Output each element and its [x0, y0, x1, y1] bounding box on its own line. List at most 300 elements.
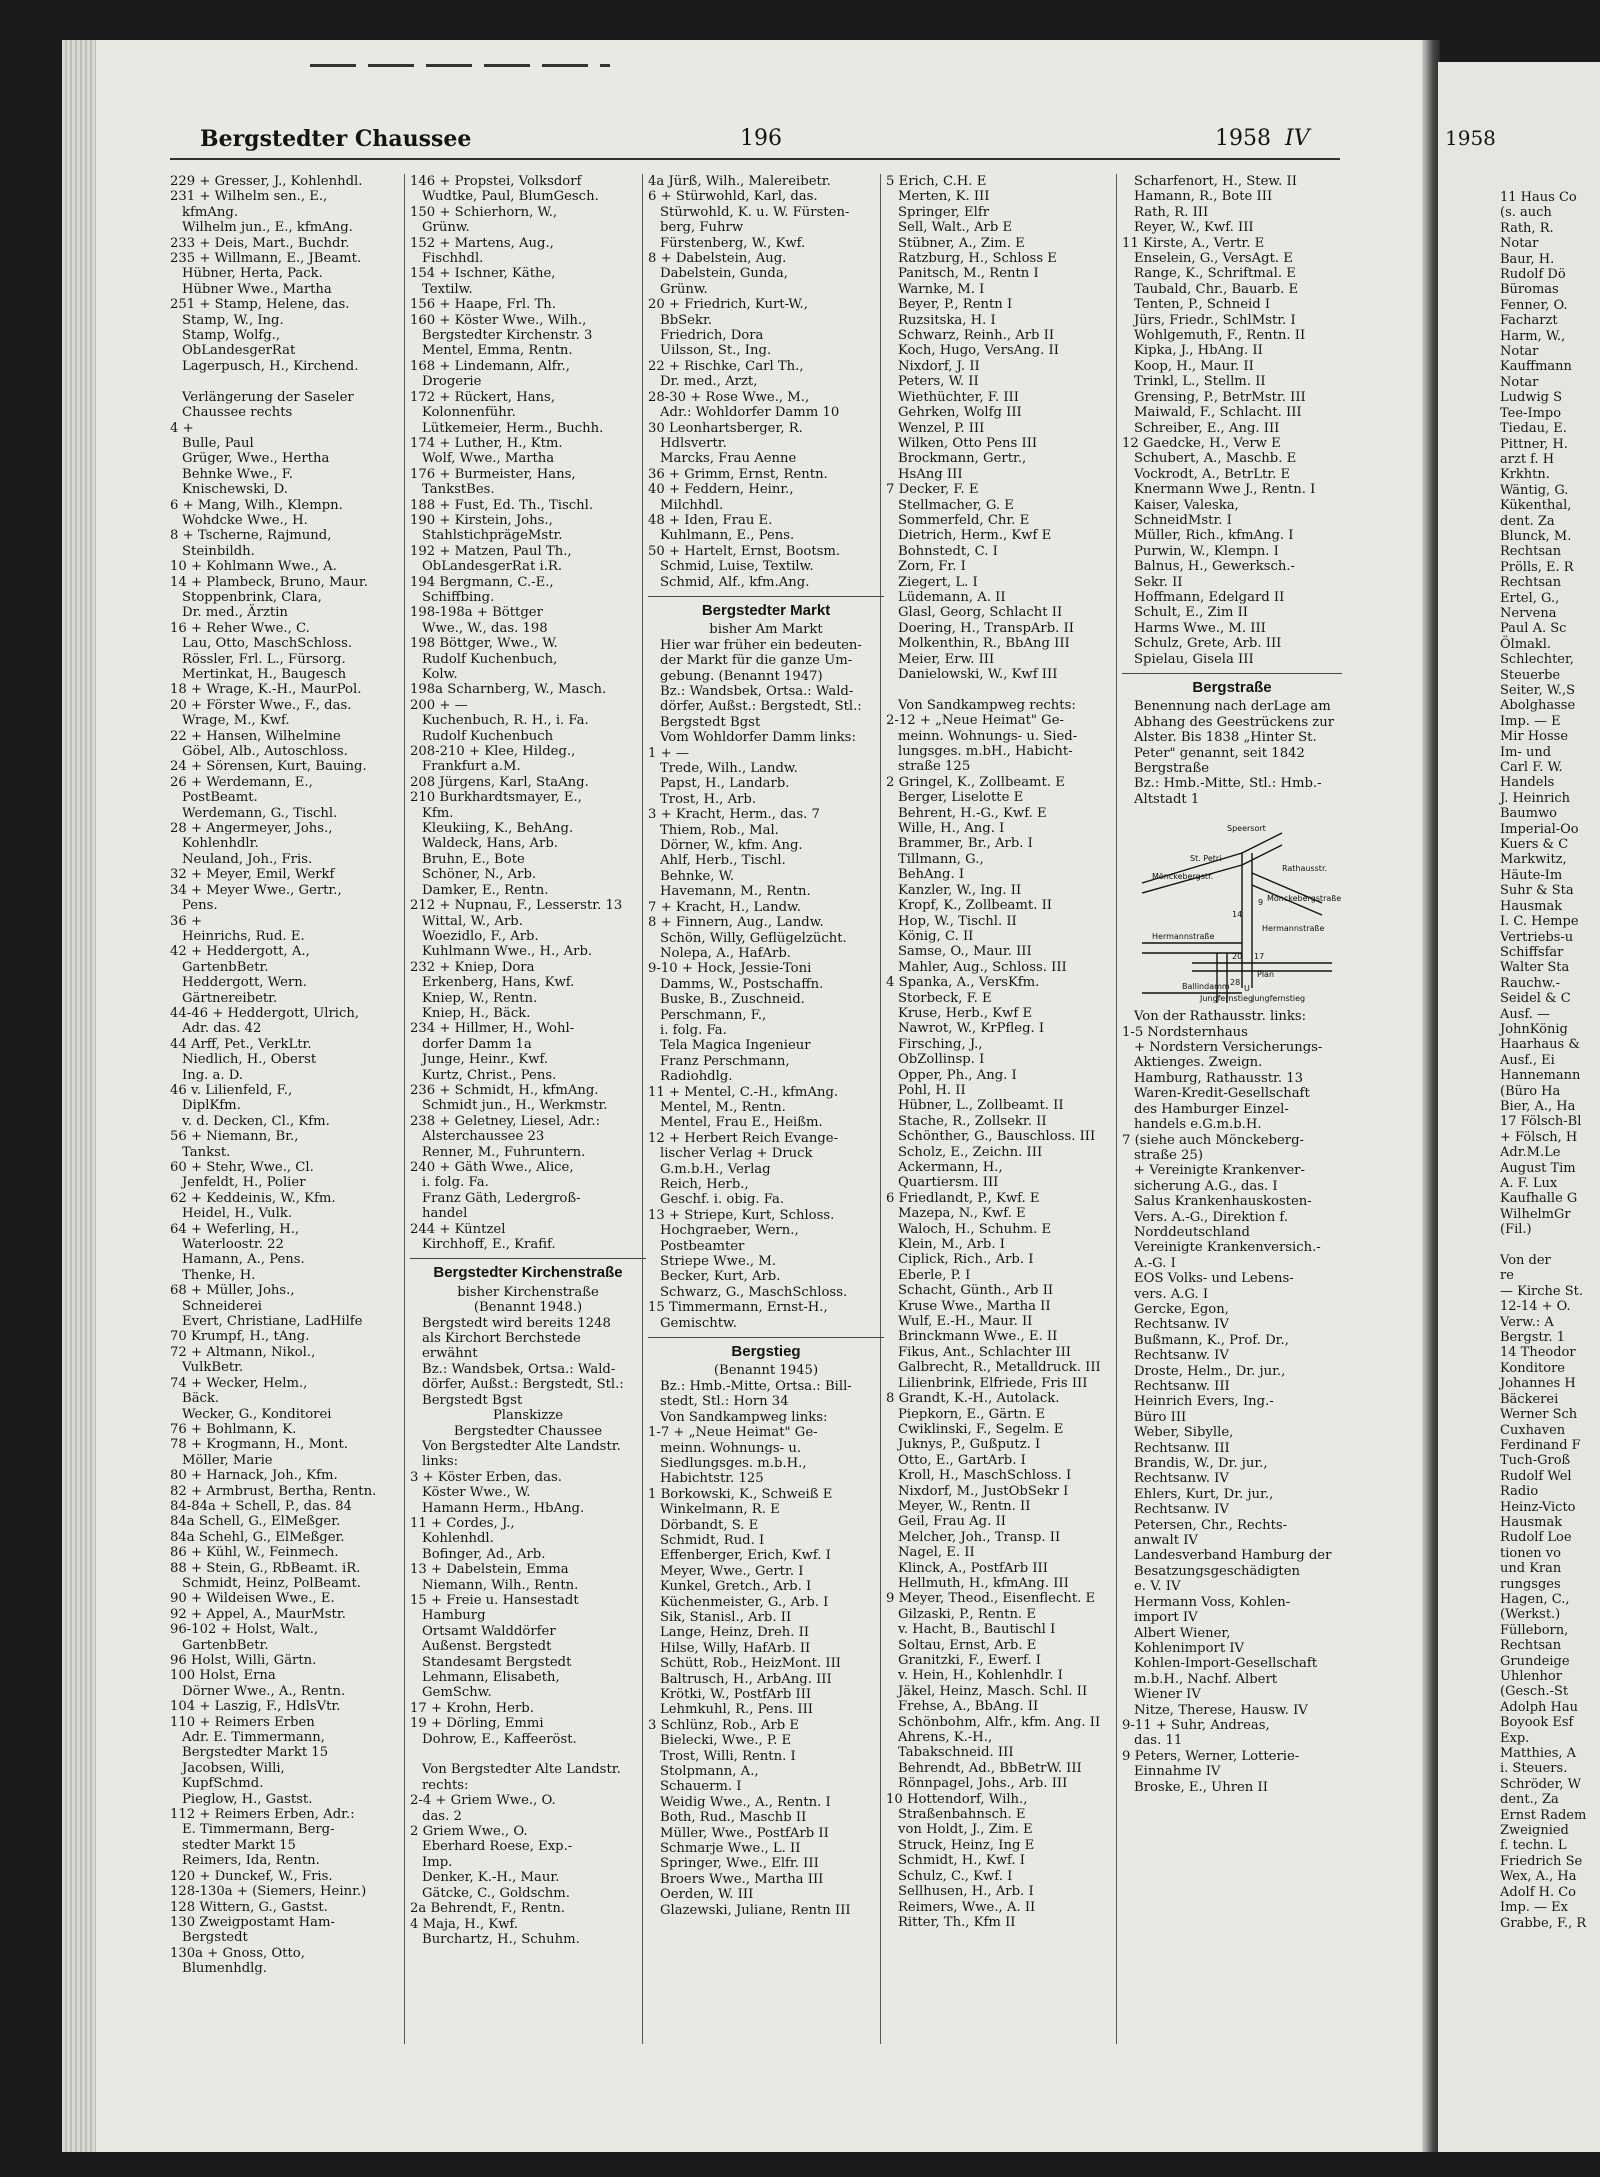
directory-entry: links:	[422, 1454, 459, 1470]
directory-entry: 14 Theodor	[1500, 1345, 1576, 1361]
directory-entry: Nervena	[1500, 605, 1557, 621]
directory-entry: 1-5 Nordsternhaus	[1122, 1024, 1248, 1040]
directory-entry: Bergstedter Kirchenstr. 3	[422, 328, 593, 344]
directory-entry: lungsges. m.bH., Habicht-	[898, 744, 1073, 760]
map-label: 14	[1232, 910, 1243, 920]
directory-entry: Blunck, M.	[1500, 528, 1572, 544]
directory-entry: Bohnstedt, C. I	[898, 543, 998, 559]
directory-entry: Damker, E., Rentn.	[422, 882, 549, 898]
directory-entry: Lüdemann, A. II	[898, 589, 1006, 605]
directory-entry: 160 + Köster Wwe., Wilh.,	[410, 312, 587, 328]
directory-entry: Pieglow, H., Gastst.	[182, 1791, 313, 1807]
directory-entry: Blumenhdlg.	[182, 1961, 267, 1977]
directory-entry: lischer Verlag + Druck	[660, 1146, 813, 1162]
directory-entry: ObLandesgerRat	[182, 343, 296, 359]
directory-entry: Mahler, Aug., Schloss. III	[898, 959, 1067, 975]
directory-entry: anwalt IV	[1134, 1533, 1198, 1549]
directory-entry: Rath, R. III	[1134, 204, 1209, 220]
directory-entry: Beyer, P., Rentn I	[898, 297, 1013, 313]
directory-entry: Schönbohm, Alfr., kfm. Ang. II	[898, 1714, 1101, 1730]
top-rule-marks	[310, 64, 610, 67]
directory-entry: Pens.	[182, 898, 218, 914]
directory-entry: Eberle, P. I	[898, 1267, 971, 1283]
map-street-line	[1242, 833, 1282, 853]
directory-entry: Imperial-Oo	[1500, 821, 1579, 837]
directory-entry: 130 Zweigpostamt Ham-	[170, 1914, 335, 1930]
directory-entry: Bier, A., Ha	[1500, 1098, 1576, 1114]
directory-entry: meinn. Wohnungs- u. Sied-	[898, 728, 1078, 744]
directory-entry: Außenst. Bergstedt	[422, 1639, 552, 1655]
directory-entry: Stache, R., Zollsekr. II	[898, 1113, 1047, 1129]
directory-entry: Wenzel, P. III	[898, 420, 985, 436]
directory-entry: 10 + Kohlmann Wwe., A.	[170, 559, 337, 575]
directory-entry: 210 Burkhardtsmayer, E.,	[410, 790, 582, 806]
directory-entry: 16 + Reher Wwe., C.	[170, 620, 310, 636]
directory-entry: 11 + Mentel, C.-H., kfmAng.	[648, 1084, 839, 1100]
directory-entry: Kirchhoff, E., Krafif.	[422, 1237, 556, 1253]
directory-entry: Aktienges. Zweign.	[1134, 1055, 1263, 1071]
directory-entry: 104 + Laszig, F., HdlsVtr.	[170, 1699, 341, 1715]
directory-entry: 80 + Harnack, Joh., Kfm.	[170, 1468, 338, 1484]
directory-entry: Schmidt, H., Kwf. I	[898, 1853, 1025, 1869]
directory-entry: 172 + Rückert, Hans,	[410, 389, 556, 405]
directory-entry: Franz Gäth, Ledergroß-	[422, 1190, 581, 1206]
directory-entry: 190 + Kirstein, Johs.,	[410, 512, 553, 528]
directory-entry: das. 2	[422, 1808, 462, 1824]
directory-entry: 19 + Dörling, Emmi	[410, 1716, 544, 1732]
directory-entry: stedt, Stl.: Horn 34	[660, 1394, 789, 1410]
directory-entry: Gercke, Egon,	[1134, 1301, 1229, 1317]
directory-entry: i. folg. Fa.	[660, 1022, 727, 1038]
directory-entry: StahlstichprägeMstr.	[422, 528, 563, 544]
directory-entry: Friedrich Se	[1500, 1853, 1583, 1869]
directory-entry: Waloch, H., Schuhm. E	[898, 1221, 1052, 1237]
directory-entry: Becker, Kurt, Arb.	[660, 1269, 781, 1285]
directory-entry: 46 v. Lilienfeld, F.,	[170, 1082, 293, 1098]
directory-entry: Tuch-Groß	[1500, 1453, 1571, 1469]
directory-entry: Carl F. W.	[1500, 760, 1563, 776]
directory-entry: 174 + Luther, H., Ktm.	[410, 435, 563, 451]
directory-entry: Wrage, M., Kwf.	[182, 713, 290, 729]
directory-entry: Nolepa, A., HafArb.	[660, 945, 791, 961]
directory-entry: Imp.	[422, 1854, 453, 1870]
directory-entry: 198-198a + Böttger	[410, 605, 543, 621]
section-note: bisher Am Markt	[709, 622, 823, 638]
directory-entry: Facharzt	[1500, 313, 1558, 329]
directory-entry: 6 Friedlandt, P., Kwf. E	[886, 1190, 1040, 1206]
directory-entry: 20 + Förster Wwe., F., das.	[170, 697, 352, 713]
directory-entry: Kolw.	[422, 667, 458, 682]
directory-entry: Brinckmann Wwe., E. II	[898, 1329, 1058, 1345]
directory-entry: 78 + Krogmann, H., Mont.	[170, 1437, 348, 1453]
directory-entry: G.m.b.H., Verlag	[660, 1161, 771, 1177]
directory-entry: 88 + Stein, G., RbBeamt. iR.	[170, 1560, 361, 1576]
directory-entry: 12-14 + O.	[1500, 1299, 1571, 1315]
directory-entry: Alsterchaussee 23	[422, 1129, 545, 1145]
map-label: Speersort	[1227, 824, 1266, 834]
directory-entry: Schlechter,	[1500, 652, 1574, 668]
map-street-line	[1242, 845, 1282, 865]
directory-entry: Drogerie	[422, 374, 482, 390]
directory-entry: A.-G. I	[1134, 1255, 1176, 1271]
directory-entry: Petersen, Chr., Rechts-	[1134, 1517, 1288, 1533]
directory-entry: Jacobsen, Willi,	[182, 1760, 285, 1776]
directory-entry: 86 + Kühl, W., Feinmech.	[170, 1545, 339, 1561]
directory-entry: Sell, Walt., Arb E	[898, 220, 1013, 236]
directory-entry: Wiener IV	[1134, 1687, 1201, 1703]
directory-entry: Weidig Wwe., A., Rentn. I	[660, 1794, 831, 1810]
directory-entry: 244 + Küntzel	[410, 1221, 506, 1237]
directory-entry: Benennung nach derLage am	[1134, 699, 1331, 715]
directory-entry: Kniep, H., Bäck.	[422, 1005, 531, 1021]
directory-entry: Kropf, K., Zollbeamt. II	[898, 898, 1053, 914]
directory-entry: Hop, W., Tischl. II	[898, 913, 1017, 929]
directory-entry: BehAng. I	[898, 867, 965, 883]
directory-entry: 198a Scharnberg, W., Masch.	[410, 682, 607, 698]
directory-entry: Grabbe, F., R	[1500, 1915, 1587, 1931]
directory-entry: 238 + Geletney, Liesel, Adr.:	[410, 1113, 601, 1129]
directory-entry: Springer, Wwe., Elfr. III	[660, 1856, 819, 1872]
directory-entry: König, C. II	[898, 928, 974, 944]
directory-entry: 4 Maja, H., Kwf.	[410, 1916, 519, 1932]
directory-entry: I. C. Hempe	[1500, 914, 1579, 930]
directory-entry: 15 + Freie u. Hansestadt	[410, 1592, 579, 1608]
directory-entry: Kurtz, Christ., Pens.	[422, 1067, 557, 1083]
directory-entry: 15 Timmermann, Ernst-H.,	[648, 1300, 828, 1316]
directory-entry: Kaufhalle G	[1500, 1191, 1578, 1207]
directory-entry: Küchenmeister, G., Arb. I	[660, 1594, 829, 1610]
directory-entry: 208 Jürgens, Karl, StaAng.	[410, 774, 589, 790]
directory-entry: Ruzsitska, H. I	[898, 312, 996, 328]
directory-entry: 150 + Schierhorn, W.,	[410, 204, 558, 220]
directory-entry: Exp.	[1500, 1730, 1530, 1746]
directory-entry: Häute-Im	[1500, 867, 1563, 883]
directory-entry: Schauerm. I	[660, 1779, 742, 1795]
directory-entry: Wilken, Otto Pens III	[898, 435, 1038, 451]
directory-entry: Prölls, E. R	[1500, 559, 1574, 575]
directory-entry: 44 Arff, Pet., VerkLtr.	[170, 1036, 312, 1052]
directory-entry: Papst, H., Landarb.	[660, 776, 790, 792]
directory-entry: Ausf., Ei	[1500, 1052, 1555, 1068]
directory-entry: 64 + Weferling, H.,	[170, 1221, 300, 1237]
directory-entry: Vom Wohldorfer Damm links:	[660, 730, 856, 746]
directory-entry: Handels	[1500, 775, 1555, 791]
directory-entry: Otto, E., GartArb. I	[898, 1452, 1026, 1468]
directory-entry: Grundeige	[1500, 1653, 1570, 1669]
directory-entry: dörfer, Außst.: Bergstedt, Stl.:	[422, 1377, 624, 1393]
directory-entry: Lau, Otto, MaschSchloss.	[182, 636, 353, 652]
directory-entry: 2 Griem Wwe., O.	[410, 1824, 528, 1840]
directory-entry: + Fölsch, H	[1500, 1129, 1578, 1145]
directory-entry: i. Steuers.	[1500, 1761, 1568, 1777]
directory-entry: Thiem, Rob., Mal.	[660, 822, 779, 838]
section-heading: Bergstieg	[648, 1337, 884, 1359]
directory-entry: Hübner, Herta, Pack.	[182, 266, 323, 282]
directory-entry: Stoppenbrink, Clara,	[182, 589, 322, 605]
directory-entry: Neuland, Joh., Fris.	[182, 851, 313, 867]
directory-entry: Jäkel, Heinz, Masch. Schl. II	[898, 1683, 1088, 1699]
directory-entry: 32 + Meyer, Emil, Werkf	[170, 867, 335, 883]
directory-entry: rechts:	[422, 1777, 469, 1793]
directory-entry: 96 Holst, Willi, Gärtn.	[170, 1653, 317, 1668]
directory-entry: Von Bergstedter Alte Landstr.	[422, 1438, 621, 1454]
directory-entry: Geschf. i. obig. Fa.	[660, 1192, 785, 1208]
directory-entry: Trost, Willi, Rentn. I	[660, 1748, 796, 1764]
directory-entry: 74 + Wecker, Helm.,	[170, 1375, 308, 1391]
directory-entry: Opper, Ph., Ang. I	[898, 1067, 1017, 1083]
directory-entry: 13 + Dabelstein, Emma	[410, 1562, 569, 1578]
directory-entry: re	[1500, 1268, 1514, 1284]
directory-entry: Dörner Wwe., A., Rentn.	[182, 1683, 346, 1699]
directory-entry: Hübner, L., Zollbeamt. II	[898, 1098, 1064, 1114]
directory-entry: 30 Leonhartsberger, R.	[648, 420, 803, 436]
directory-entry: Schiffsfar	[1500, 944, 1564, 960]
directory-entry: Ing. a. D.	[182, 1067, 244, 1083]
directory-entry: Ahlf, Herb., Tischl.	[660, 853, 786, 869]
directory-entry: 3 + Köster Erben, das.	[410, 1469, 562, 1485]
directory-entry: Notar	[1500, 236, 1539, 252]
header-rule	[170, 158, 1340, 160]
directory-entry: Winkelmann, R. E	[660, 1502, 780, 1518]
directory-entry: Paul A. Sc	[1500, 621, 1567, 637]
directory-entry: 12 + Herbert Reich Evange-	[648, 1130, 839, 1146]
directory-entry: handel	[422, 1206, 468, 1222]
section-note: Planskizze	[492, 1408, 564, 1424]
directory-entry: Enselein, G., VersAgt. E	[1134, 251, 1293, 267]
directory-entry: 56 + Niemann, Br.,	[170, 1129, 299, 1145]
directory-entry: VulkBetr.	[182, 1360, 244, 1376]
directory-entry: import IV	[1134, 1610, 1198, 1626]
directory-entry: Siedlungsges. m.b.H.,	[660, 1455, 807, 1471]
directory-entry: Kipka, J., HbAng. II	[1134, 343, 1263, 359]
directory-entry: Lagerpusch, H., Kirchend.	[182, 358, 359, 374]
directory-entry: des Hamburger Einzel-	[1134, 1101, 1289, 1117]
map-label: Jungfernstieg	[1200, 994, 1254, 1004]
directory-entry: Kuers & C	[1500, 837, 1569, 853]
column-1	[170, 174, 406, 2044]
directory-entry: 9-11 + Suhr, Andreas,	[1122, 1717, 1270, 1733]
directory-entry: 11 + Cordes, J.,	[410, 1515, 515, 1531]
directory-entry: 8 + Tscherne, Rajmund,	[170, 528, 332, 544]
directory-entry: Both, Rud., Maschb II	[660, 1810, 807, 1826]
directory-entry: Hamann Herm., HbAng.	[422, 1500, 585, 1516]
column-2	[410, 174, 646, 2044]
directory-entry: Kniep, W., Rentn.	[422, 990, 538, 1006]
directory-entry: Konditore	[1500, 1360, 1565, 1376]
directory-entry: 11 Haus Co	[1500, 190, 1577, 205]
directory-entry: Albert Wiener,	[1134, 1625, 1231, 1641]
directory-entry: WilhelmGr	[1500, 1206, 1571, 1222]
directory-entry: Hausmak	[1500, 898, 1563, 914]
directory-entry: Stübner, A., Zim. E	[898, 235, 1025, 251]
directory-entry: Heinrich Evers, Ing.-	[1134, 1394, 1274, 1410]
directory-entry: Wwe., W., das. 198	[422, 620, 548, 636]
directory-entry: Berger, Liselotte E	[898, 790, 1024, 806]
directory-entry: Schröder, W	[1500, 1776, 1582, 1792]
directory-entry: Adr. E. Timmermann,	[182, 1730, 325, 1746]
directory-entry: 12 Gaedcke, H., Verw E	[1122, 435, 1281, 451]
directory-entry: Baltrusch, H., ArbAng. III	[660, 1671, 832, 1687]
directory-entry: Behnke, W.	[660, 868, 735, 884]
directory-entry: Firsching, J.,	[898, 1036, 983, 1052]
directory-entry: Rudolf Dö	[1500, 267, 1566, 283]
planskizze-map	[1132, 813, 1342, 1004]
directory-entry: 82 + Armbrust, Bertha, Rentn.	[170, 1483, 377, 1499]
directory-entry: 1-7 + „Neue Heimat" Ge-	[648, 1425, 818, 1441]
directory-entry: Büromas	[1500, 282, 1559, 298]
directory-entry: Stolpmann, A.,	[660, 1764, 759, 1780]
directory-entry: Ritter, Th., Kfm II	[898, 1914, 1016, 1930]
directory-entry: Rechtsanw. III	[1134, 1440, 1230, 1456]
directory-entry: Klein, M., Arb. I	[898, 1237, 1005, 1253]
directory-entry: 36 +	[170, 913, 203, 929]
directory-entry: Trede, Wilh., Landw.	[660, 761, 798, 777]
directory-entry: Kaiser, Valeska,	[1134, 497, 1239, 513]
directory-entry: Fürstenberg, W., Kwf.	[660, 235, 806, 251]
directory-entry: Juknys, P., Gußputz. I	[898, 1437, 1041, 1453]
directory-entry: Panitsch, M., Rentn I	[898, 266, 1039, 282]
directory-entry: Lütkemeier, Herm., Buchh.	[422, 420, 604, 436]
map-label: Hermannstraße	[1152, 932, 1215, 942]
directory-entry: 24 + Sörensen, Kurt, Bauing.	[170, 759, 367, 775]
directory-entry: Wille, H., Ang. I	[898, 821, 1005, 837]
directory-entry: Rath, R.	[1500, 220, 1554, 236]
directory-entry: Schmidt, Heinz, PolBeamt.	[182, 1575, 361, 1591]
directory-entry: straße 25)	[1134, 1147, 1203, 1163]
directory-entry: Junge, Heinr., Kwf.	[422, 1052, 549, 1068]
directory-entry: Kfm.	[422, 805, 454, 821]
directory-entry: Scholz, E., Zeichn. III	[898, 1144, 1043, 1160]
map-label: Mönckebergstraße	[1267, 894, 1342, 904]
directory-entry: Dietrich, Herm., Kwf E	[898, 528, 1052, 544]
map-label: Rathausstr.	[1282, 864, 1328, 874]
directory-entry: Ernst Radem	[1500, 1807, 1587, 1823]
directory-entry: Habichtstr. 125	[660, 1471, 764, 1487]
directory-entry: Balnus, H., Gewerksch.-	[1134, 559, 1296, 575]
directory-entry: GemSchw.	[422, 1685, 492, 1701]
directory-entry: Nagel, E. II	[898, 1545, 975, 1561]
directory-entry: Hausmak	[1500, 1514, 1563, 1530]
directory-entry: und Kran	[1500, 1561, 1562, 1577]
directory-entry: Besatzungsgeschädigten	[1134, 1563, 1301, 1579]
directory-entry: Rönnpagel, Johs., Arb. III	[898, 1776, 1068, 1792]
directory-entry: 152 + Martens, Aug.,	[410, 235, 554, 251]
directory-entry: 7 + Kracht, H., Landw.	[648, 899, 801, 915]
directory-entry: Hellmuth, H., kfmAng. III	[898, 1575, 1069, 1591]
directory-entry: Schön, Willy, Geflügelzücht.	[660, 930, 847, 946]
directory-entry: 72 + Altmann, Nikol.,	[170, 1344, 316, 1360]
directory-entry: 112 + Reimers Erben, Adr.:	[170, 1807, 355, 1823]
directory-entry: Schmid, Luise, Textilw.	[660, 559, 814, 575]
directory-entry: Schmidt jun., H., Werkmstr.	[422, 1098, 608, 1114]
directory-entry: Schöner, N., Arb.	[422, 867, 537, 883]
directory-entry	[410, 1747, 646, 1762]
directory-entry: 232 + Kniep, Dora	[410, 959, 535, 975]
directory-entry: Köster Wwe., W.	[422, 1485, 531, 1501]
directory-entry: Kruse, Herb., Kwf E	[898, 1005, 1033, 1021]
directory-entry: 8 Grandt, K.-H., Autolack.	[886, 1391, 1060, 1407]
directory-entry: 233 + Deis, Mart., Buchdr.	[170, 235, 350, 251]
directory-entry: Weber, Sibylle,	[1134, 1425, 1234, 1441]
directory-entry: Schmarje Wwe., L. II	[660, 1841, 801, 1857]
directory-entry: Bz.: Hmb.-Mitte, Stl.: Hmb.-	[1134, 776, 1322, 792]
directory-entry: Peter" genannt, seit 1842	[1134, 745, 1305, 761]
directory-entry: 110 + Reimers Erben	[170, 1714, 315, 1730]
directory-entry: Grensing, P., BetrMstr. III	[1134, 389, 1306, 405]
directory-entry: Maiwald, F., Schlacht. III	[1134, 405, 1302, 421]
directory-entry: Schubert, A., Maschb. E	[1134, 451, 1297, 467]
directory-entry: 76 + Bohlmann, K.	[170, 1421, 297, 1437]
directory-entry: Bergstr. 1	[1500, 1330, 1565, 1346]
directory-entry: handels e.G.m.b.H.	[1134, 1117, 1262, 1133]
directory-entry: Perschmann, F.,	[660, 1007, 767, 1023]
directory-entry: 6 + Mang, Wilh., Klempn.	[170, 497, 343, 513]
directory-entry: Hochgraeber, Wern.,	[660, 1223, 799, 1239]
directory-entry: Glazewski, Juliane, Rentn III	[660, 1902, 851, 1918]
directory-entry: 7 Decker, F. E	[886, 482, 979, 498]
directory-entry: Samse, O., Maur. III	[898, 944, 1032, 960]
map-label: Hermannstraße	[1262, 924, 1325, 934]
directory-entry: Stellmacher, G. E	[898, 497, 1014, 513]
directory-entry: Grüger, Wwe., Hertha	[182, 451, 330, 467]
directory-entry: Schreiber, E., Ang. III	[1134, 420, 1280, 436]
directory-entry: Abhang des Geestrückens zur	[1134, 714, 1335, 730]
directory-entry: Ciplick, Rich., Arb. I	[898, 1252, 1034, 1268]
directory-entry: Fischhdl.	[422, 251, 484, 267]
directory-entry: Broers Wwe., Martha III	[660, 1871, 824, 1887]
directory-entry	[886, 682, 1122, 697]
directory-entry: 70 Krumpf, H., tAng.	[170, 1329, 310, 1345]
directory-entry: Piepkorn, E., Gärtn. E	[898, 1406, 1046, 1422]
directory-entry: Bäckerei	[1500, 1391, 1559, 1407]
directory-entry: 92 + Appel, A., MaurMstr.	[170, 1606, 346, 1622]
directory-entry: Rechtsanw. IV	[1134, 1502, 1229, 1518]
directory-entry: Bußmann, K., Prof. Dr.,	[1134, 1332, 1289, 1348]
directory-entry: Steuerbe	[1500, 667, 1561, 683]
section-note: (Benannt 1948.)	[473, 1300, 583, 1316]
directory-entry: Scharfenort, H., Stew. II	[1134, 174, 1297, 189]
directory-entry: Kolonnenführ.	[422, 405, 516, 421]
directory-entry: 1 + —	[648, 745, 690, 761]
directory-entry: Wohlgemuth, F., Rentn. II	[1134, 328, 1306, 344]
map-label: Jungfernstieg	[1252, 994, 1306, 1004]
directory-entry: Broske, E., Uhren II	[1134, 1779, 1268, 1795]
directory-entry: 13 + Striepe, Kurt, Schloss.	[648, 1207, 835, 1223]
directory-entry: Johannes H	[1500, 1376, 1576, 1392]
directory-entry: v. d. Decken, Cl., Kfm.	[182, 1113, 330, 1129]
directory-entry: Tillmann, G.,	[898, 851, 984, 867]
directory-entry: Frehse, A., BbAng. II	[898, 1699, 1039, 1715]
directory-entry: Wiethüchter, F. III	[898, 389, 1019, 405]
directory-entry: Heidel, H., Vulk.	[182, 1206, 293, 1222]
directory-entry: Bergstedt Bgst	[660, 714, 761, 730]
directory-entry: das. 11	[1134, 1733, 1183, 1749]
directory-entry: i. folg. Fa.	[422, 1175, 489, 1191]
directory-entry: Droste, Helm., Dr. jur.,	[1134, 1363, 1286, 1379]
map-label: 17	[1254, 952, 1265, 962]
directory-entry: Wudtke, Paul, BlumGesch.	[422, 189, 599, 205]
page-number: 196	[740, 126, 782, 151]
directory-entry: Niemann, Wilh., Rentn.	[422, 1577, 579, 1593]
directory-entry: Stürwohld, K. u. W. Fürsten-	[660, 204, 850, 220]
directory-entry: 3 Schlünz, Rob., Arb E	[648, 1717, 800, 1733]
directory-entry: Quartiersm. III	[898, 1175, 999, 1191]
directory-entry: Fülleborn,	[1500, 1622, 1569, 1638]
directory-entry: Sekr. II	[1134, 574, 1183, 590]
directory-entry: Tabakschneid. III	[898, 1745, 1014, 1761]
directory-entry: 192 + Matzen, Paul Th.,	[410, 543, 572, 559]
directory-entry: + Vereinigte Krankenver-	[1134, 1163, 1305, 1179]
